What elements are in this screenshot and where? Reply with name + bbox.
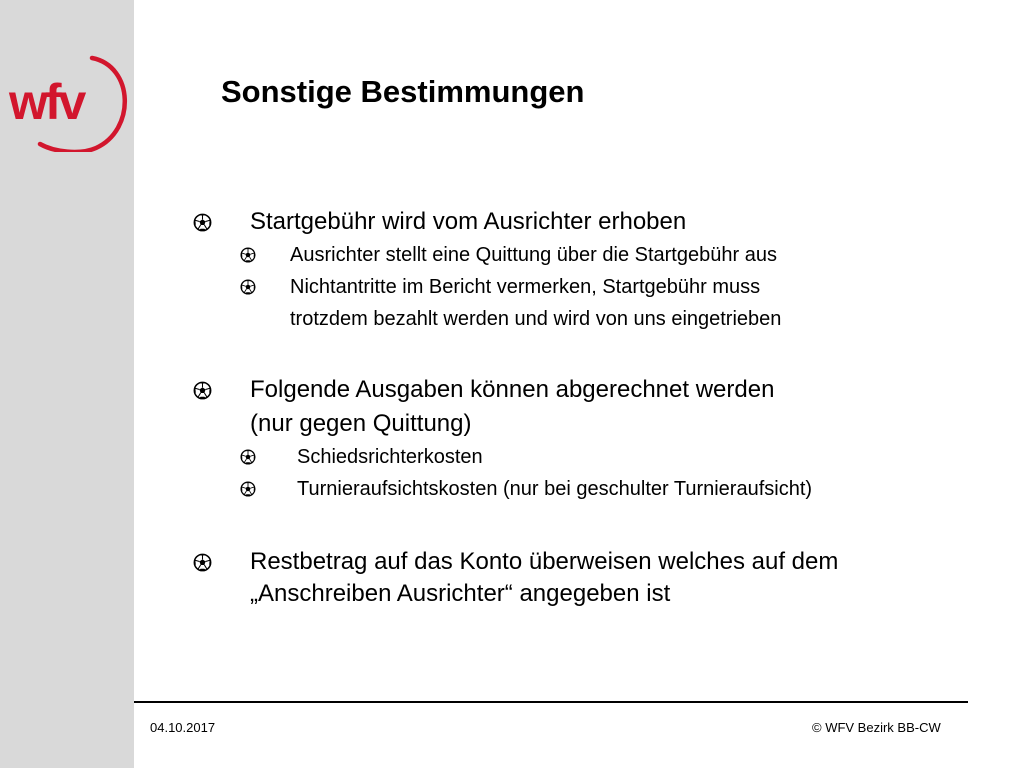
soccer-ball-icon bbox=[240, 449, 256, 465]
bullet-1-sub-2-line-2: trotzdem bezahlt werden und wird von uns eingetrieben bbox=[290, 308, 782, 330]
bullet-1-sub-2-line-1: Nichtantritte im Bericht vermerken, Startgebühr muss bbox=[290, 276, 761, 298]
bullet-2-line-1: Folgende Ausgaben können abgerechnet werden bbox=[250, 376, 775, 403]
slide-title: Sonstige Bestimmungen bbox=[221, 74, 585, 109]
bullet-3-line-2: „Anschreiben Ausrichter“ angegeben ist bbox=[250, 580, 671, 607]
bullet-3-line-1: Restbetrag auf das Konto überweisen welches auf dem bbox=[250, 548, 839, 575]
soccer-ball-icon bbox=[193, 553, 212, 572]
soccer-ball-icon bbox=[240, 247, 256, 263]
soccer-ball-icon bbox=[240, 279, 256, 295]
bullet-2-line-2: (nur gegen Quittung) bbox=[250, 410, 472, 437]
footer-divider bbox=[134, 701, 968, 703]
soccer-ball-icon bbox=[240, 481, 256, 497]
soccer-ball-icon bbox=[193, 381, 212, 400]
bullet-2-sub-1: Schiedsrichterkosten bbox=[297, 446, 483, 468]
bullet-2-sub-2: Turnieraufsichtskosten (nur bei geschulter Turnieraufsicht) bbox=[297, 478, 813, 500]
bullet-1-sub-1: Ausrichter stellt eine Quittung über die Startgebühr aus bbox=[290, 244, 777, 266]
wfv-logo-text: wfv bbox=[9, 74, 84, 130]
footer-date: 04.10.2017 bbox=[150, 720, 216, 735]
footer-copyright: © WFV Bezirk BB-CW bbox=[812, 720, 941, 735]
bullet-1-text: Startgebühr wird vom Ausrichter erhoben bbox=[250, 208, 687, 235]
soccer-ball-icon bbox=[193, 213, 212, 232]
